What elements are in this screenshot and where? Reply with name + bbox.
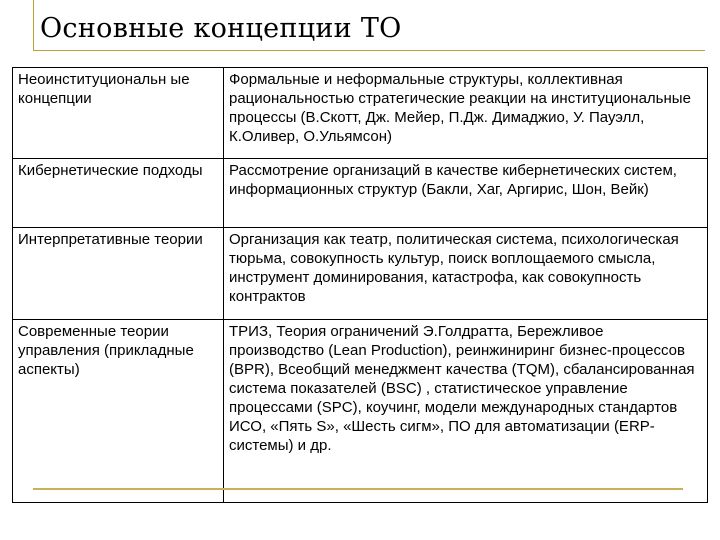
concept-term: Кибернетические подходы — [13, 159, 224, 228]
concept-term: Неоинституциональн ые концепции — [13, 68, 224, 159]
concept-term: Современные теории управления (прикладные аспекты) — [13, 320, 224, 503]
concept-term: Интерпретативные теории — [13, 228, 224, 320]
table-row — [13, 320, 708, 503]
table-row — [13, 159, 708, 228]
concept-description: ТРИЗ, Теория ограничений Э.Голдратта, Бережливое производство (Lean Production), реинжиниринг бизнес-процессов (BPR), Всеобщий менеджмент качества (TQM), сбалансированная система показателей (BSC) , статистическое управление процессами (SPC), коучинг, модели международных стандартов ИСО, «Пять S», «Шесть сигм», ПО для автоматизации (ERP-системы) и др. — [224, 320, 708, 503]
table-row — [13, 228, 708, 320]
decorative-title-underline — [33, 50, 705, 51]
concept-description: Рассмотрение организаций в качестве кибернетических систем, информационных структур (Бакли, Хаг, Аргирис, Шон, Вейк) — [224, 159, 708, 228]
slide-title: Основные концепции ТО — [40, 13, 402, 44]
table-row — [13, 68, 708, 159]
decorative-bottom-line — [33, 488, 683, 490]
concepts-table — [12, 67, 708, 503]
concept-description: Формальные и неформальные структуры, коллективная рациональностью стратегические реакции на институциональные процессы (В.Скотт, Дж. Мейер, П.Дж. Димаджио, У. Пауэлл, К.Оливер, О.Ульямсон) — [224, 68, 708, 159]
concept-description: Организация как театр, политическая система, психологическая тюрьма, совокупность культур, поиск воплощаемого смысла, инструмент доминирования, катастрофа, как совокупность контрактов — [224, 228, 708, 320]
decorative-vertical-line — [33, 0, 34, 50]
